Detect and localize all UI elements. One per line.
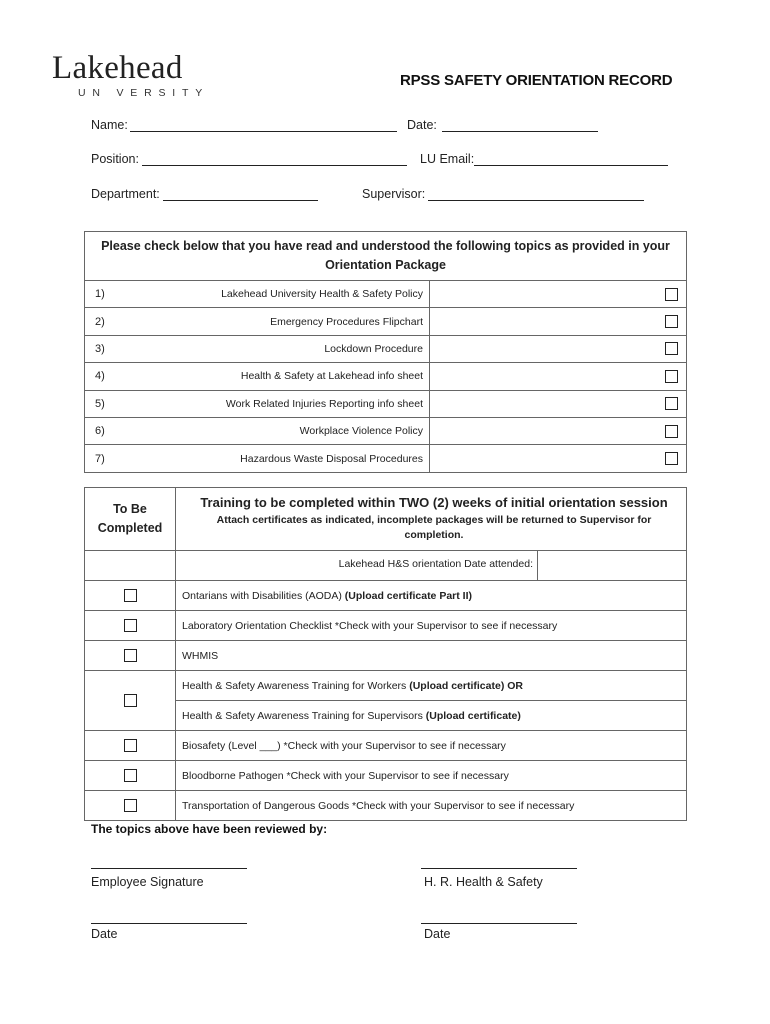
name-label: Name: bbox=[91, 118, 128, 132]
training-subheader: Attach certificates as indicated, incomplete packages will be returned to Supervisor for completion. bbox=[216, 514, 652, 541]
training-row bbox=[85, 671, 687, 701]
training-row bbox=[85, 761, 687, 791]
checkbox-icon[interactable] bbox=[665, 397, 678, 410]
training-row bbox=[85, 791, 687, 821]
checkbox-icon[interactable] bbox=[124, 589, 137, 602]
topic-row bbox=[85, 417, 687, 444]
supervisor-field[interactable] bbox=[428, 200, 644, 201]
topic-row bbox=[85, 445, 687, 472]
employee-date-field[interactable] bbox=[91, 923, 247, 924]
hr-signature-label: H. R. Health & Safety bbox=[424, 875, 543, 889]
date-attended-field[interactable] bbox=[538, 551, 686, 580]
checkbox-icon[interactable] bbox=[665, 370, 678, 383]
training-item-text: WHMIS bbox=[182, 649, 219, 662]
training-header: Training to be completed within TWO (2) weeks of initial orientation session bbox=[200, 495, 668, 510]
training-item-text: Health & Safety Awareness Training for Workers bbox=[182, 679, 410, 692]
training-row bbox=[85, 581, 687, 611]
checkbox-icon[interactable] bbox=[124, 694, 137, 707]
topics-table bbox=[84, 231, 687, 473]
email-label: LU Email: bbox=[420, 152, 475, 166]
supervisor-label: Supervisor: bbox=[362, 187, 426, 201]
training-item-text: Biosafety (Level ___) *Check with your Supervisor to see if necessary bbox=[182, 739, 506, 752]
topic-label: Lakehead University Health & Safety Policy bbox=[155, 281, 430, 308]
topic-number: 6) bbox=[85, 417, 156, 444]
training-item-note: (Upload certificate) bbox=[425, 709, 521, 722]
checkbox-icon[interactable] bbox=[665, 315, 678, 328]
checkbox-icon[interactable] bbox=[665, 425, 678, 438]
department-label: Department: bbox=[91, 187, 160, 201]
topic-label: Emergency Procedures Flipchart bbox=[155, 308, 430, 335]
training-row bbox=[85, 731, 687, 761]
training-table bbox=[84, 487, 687, 821]
topic-label: Workplace Violence Policy bbox=[155, 417, 430, 444]
checkbox-icon[interactable] bbox=[124, 619, 137, 632]
training-item-text: Transportation of Dangerous Goods *Check with your Supervisor to see if necessary bbox=[182, 799, 575, 812]
checkbox-icon[interactable] bbox=[124, 769, 137, 782]
topic-number: 3) bbox=[85, 335, 156, 362]
reviewed-by-label: The topics above have been reviewed by: bbox=[91, 822, 328, 836]
date-label: Date: bbox=[407, 118, 437, 132]
topic-label: Health & Safety at Lakehead info sheet bbox=[155, 363, 430, 390]
date-attended-label: Lakehead H&S orientation Date attended: bbox=[335, 551, 538, 580]
topic-row bbox=[85, 390, 687, 417]
checkbox-icon[interactable] bbox=[665, 342, 678, 355]
checkbox-icon[interactable] bbox=[665, 288, 678, 301]
page-title: RPSS SAFETY ORIENTATION RECORD bbox=[400, 72, 673, 89]
position-field[interactable] bbox=[142, 165, 407, 166]
checkbox-icon[interactable] bbox=[124, 799, 137, 812]
topic-row bbox=[85, 363, 687, 390]
training-row bbox=[85, 611, 687, 641]
training-item-text: Bloodborne Pathogen *Check with your Supervisor to see if necessary bbox=[182, 769, 509, 782]
position-label: Position: bbox=[91, 152, 139, 166]
training-item-note: (Upload certificate Part II) bbox=[344, 589, 472, 602]
topic-number: 5) bbox=[85, 390, 156, 417]
hr-date-label: Date bbox=[424, 927, 451, 941]
department-field[interactable] bbox=[163, 200, 318, 201]
topic-label: Lockdown Procedure bbox=[155, 335, 430, 362]
email-field[interactable] bbox=[474, 165, 668, 166]
name-field[interactable] bbox=[130, 131, 397, 132]
topic-row bbox=[85, 281, 687, 308]
employee-signature-label: Employee Signature bbox=[91, 875, 204, 889]
training-row bbox=[85, 701, 687, 731]
topic-number: 1) bbox=[85, 281, 156, 308]
employee-date-label: Date bbox=[91, 927, 118, 941]
training-row bbox=[85, 641, 687, 671]
checkbox-icon[interactable] bbox=[124, 739, 137, 752]
topic-row bbox=[85, 308, 687, 335]
topic-number: 4) bbox=[85, 363, 156, 390]
topic-number: 7) bbox=[85, 445, 156, 472]
topic-row bbox=[85, 335, 687, 362]
topic-label: Hazardous Waste Disposal Procedures bbox=[155, 445, 430, 472]
checkbox-icon[interactable] bbox=[124, 649, 137, 662]
training-item-text: Ontarians with Disabilities (AODA) bbox=[182, 589, 345, 602]
topic-number: 2) bbox=[85, 308, 156, 335]
training-item-text: Health & Safety Awareness Training for Supervisors bbox=[182, 709, 426, 722]
training-item-note: (Upload certificate) OR bbox=[409, 679, 523, 692]
logo-subtitle: UN VERSITY bbox=[78, 87, 210, 99]
topic-label: Work Related Injuries Reporting info sheet bbox=[155, 390, 430, 417]
checkbox-icon[interactable] bbox=[665, 452, 678, 465]
logo-wordmark: Lakehead bbox=[52, 50, 183, 86]
employee-signature-field[interactable] bbox=[91, 868, 247, 869]
to-be-completed-header: To Be Completed bbox=[85, 488, 176, 551]
date-field[interactable] bbox=[442, 131, 598, 132]
training-item-text: Laboratory Orientation Checklist *Check with your Supervisor to see if necessary bbox=[182, 619, 558, 632]
hr-date-field[interactable] bbox=[421, 923, 577, 924]
topics-header: Please check below that you have read and understood the following topics as provided in your Orientation Package bbox=[85, 232, 687, 281]
hr-signature-field[interactable] bbox=[421, 868, 577, 869]
